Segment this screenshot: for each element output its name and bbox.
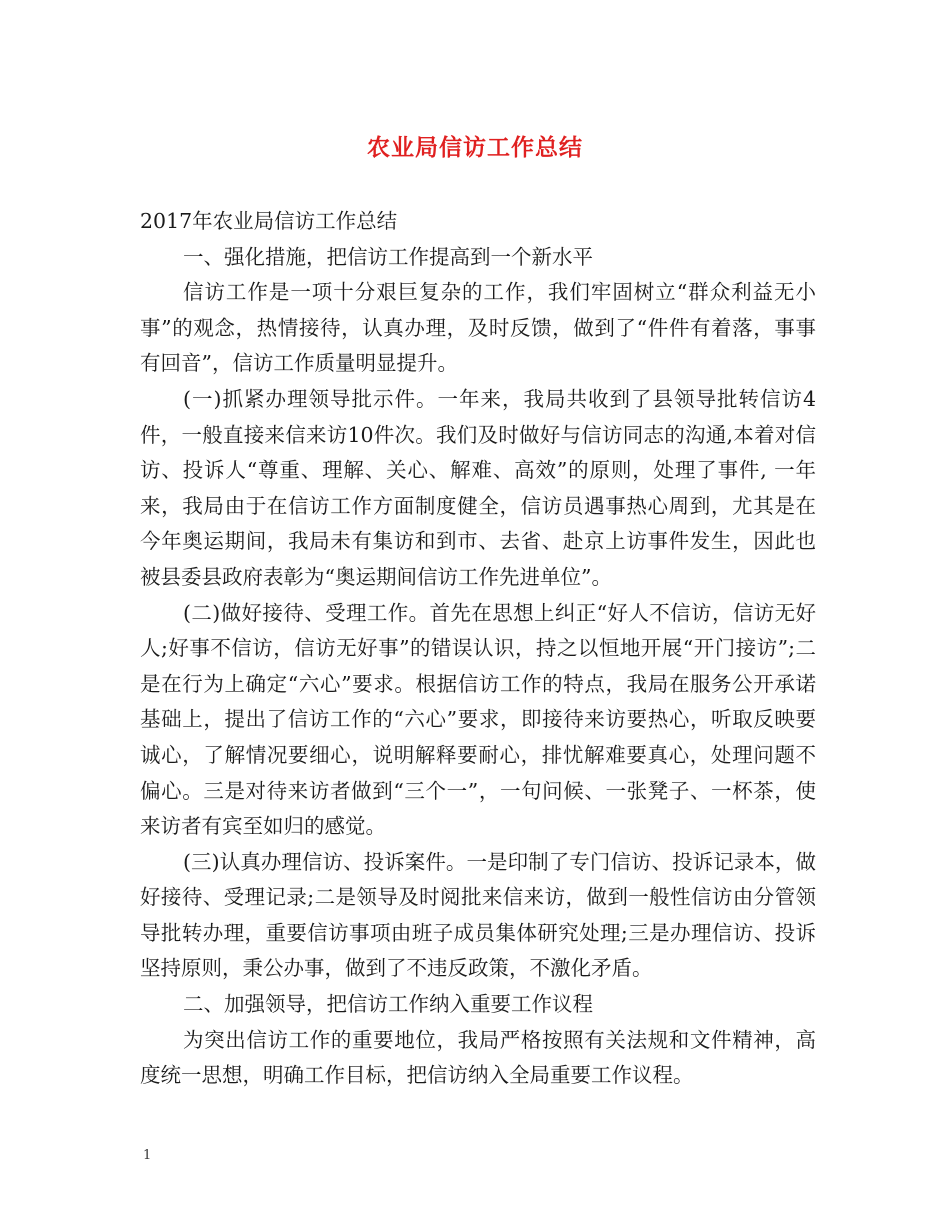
section-heading-1: 一、强化措施，把信访工作提高到一个新水平	[183, 244, 593, 269]
page-number: 1	[143, 1148, 152, 1163]
document-body	[140, 204, 816, 1094]
document-subtitle: 2017年农业局信访工作总结	[140, 209, 398, 233]
paragraph-item-3: (三)认真办理信访、投诉案件。一是印制了专门信访、投诉记录本，做好接待、受理记录;二是领导及时阅批来信来访，做到一般性信访由分管领导批转办理，重要信访事项由班子成员集体研究处理;三是办理信访、投诉坚持原则，秉公办事，做到了不违反政策，不激化矛盾。	[140, 849, 816, 981]
paragraph-item-2: (二)做好接待、受理工作。首先在思想上纠正“好人不信访，信访无好人;好事不信访，信访无好事”的错误认识，持之以恒地开展“开门接访”;二是在行为上确定“六心”要求。根据信访工作的特点，我局在服务公开承诺基础上，提出了信访工作的“六心”要求，即接待来访要热心，听取反映要诚心，了解情况要细心，说明解释要耐心，排忧解难要真心，处理问题不偏心。三是对待来访者做到“三个一”，一句问候、一张凳子、一杯茶，使来访者有宾至如归的感觉。	[140, 600, 816, 839]
section-heading-2: 二、加强领导，把信访工作纳入重要工作议程	[183, 992, 593, 1017]
paragraph-section-2: 为突出信访工作的重要地位，我局严格按照有关法规和文件精神，高度统一思想，明确工作目标，把信访纳入全局重要工作议程。	[140, 1027, 816, 1088]
paragraph-intro: 信访工作是一项十分艰巨复杂的工作，我们牢固树立“群众利益无小事”的观念，热情接待，认真办理，及时反馈，做到了“件件有着落，事事有回音”，信访工作质量明显提升。	[140, 280, 816, 376]
document-title: 农业局信访工作总结	[367, 135, 583, 161]
paragraph-item-1: (一)抓紧办理领导批示件。一年来，我局共收到了县领导批转信访4件，一般直接来信来访10件次。我们及时做好与信访同志的沟通,本着对信访、投诉人“尊重、理解、关心、解难、高效”的原则，处理了事件, 一年来，我局由于在信访工作方面制度健全，信访员遇事热心周到，尤其是在今年奥运期间，我局未有集访和到市、去省、赴京上访事件发生，因此也被县委县政府表彰为“奥运期间信访工作先进单位”。	[140, 386, 816, 589]
